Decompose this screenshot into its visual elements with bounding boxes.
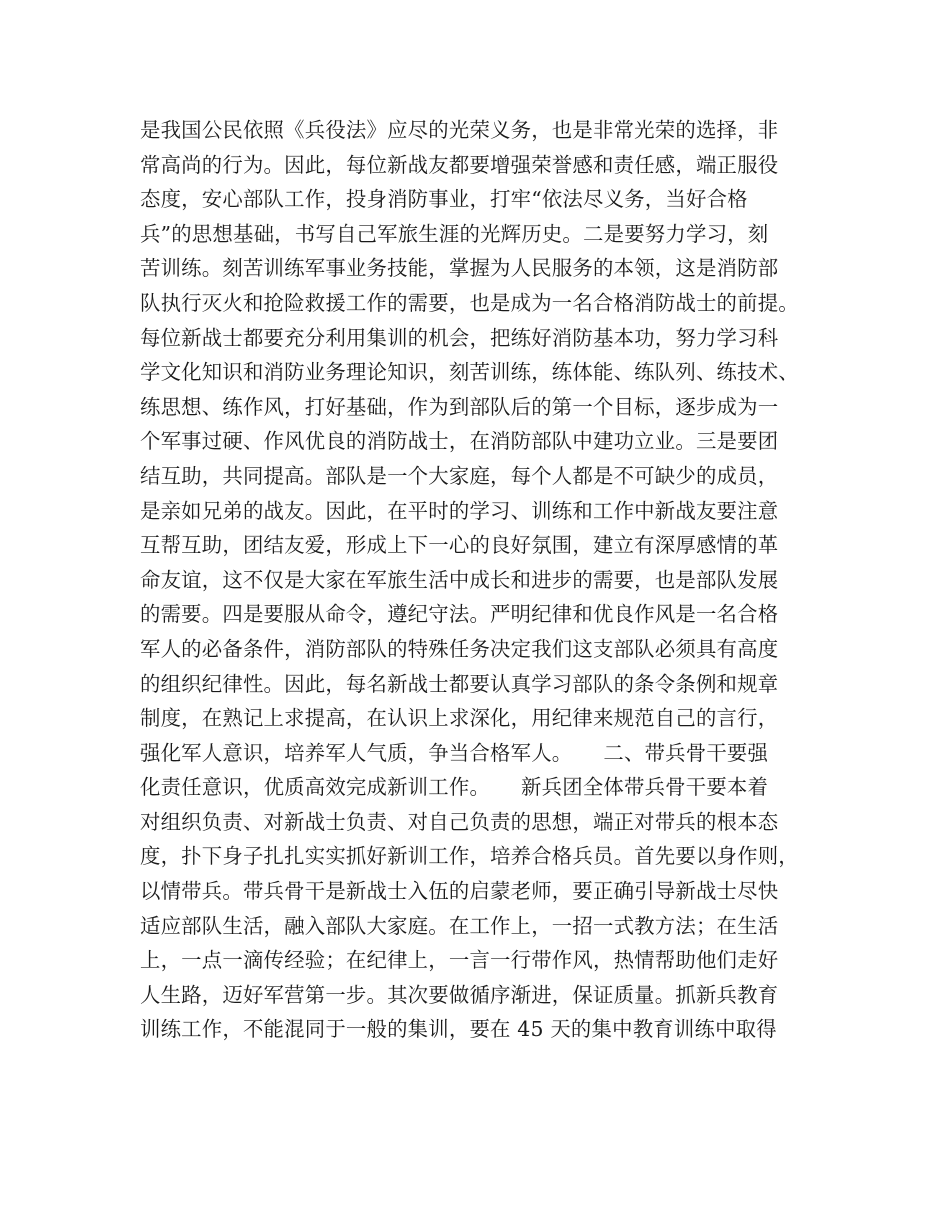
text-line: 度，扑下身子扎扎实实抓好新训工作，培养合格兵员。首先要以身作则， xyxy=(140,844,799,869)
text-line: 对组织负责、对新战士负责、对自己负责的思想，端正对带兵的根本态 xyxy=(140,809,779,834)
text-line: 互帮互助，团结友爱，形成上下一心的良好氛围，建立有深厚感情的革 xyxy=(140,533,779,558)
text-line: 命友谊，这不仅是大家在军旅生活中成长和进步的需要，也是部队发展 xyxy=(140,567,779,592)
text-line: 结互助，共同提高。部队是一个大家庭，每个人都是不可缺少的成员， xyxy=(140,463,779,488)
text-line: 训练工作，不能混同于一般的集训，要在 45 天的集中教育训练中取得 xyxy=(140,1017,777,1042)
text-line: 是亲如兄弟的战友。因此，在平时的学习、训练和工作中新战友要注意 xyxy=(140,498,779,523)
text-line: 上，一点一滴传经验；在纪律上，一言一行带作风，热情帮助他们走好 xyxy=(140,948,779,973)
text-line: 个军事过硬、作风优良的消防战士，在消防部队中建功立业。三是要团 xyxy=(140,429,779,454)
text-line: 制度，在熟记上求提高，在认识上求深化，用纪律来规范自己的言行， xyxy=(140,706,779,731)
text-line: 军人的必备条件，消防部队的特殊任务决定我们这支部队必须具有高度 xyxy=(140,636,779,661)
text-line: 苦训练。刻苦训练军事业务技能，掌握为人民服务的本领，这是消防部 xyxy=(140,256,779,281)
text-line: 人生路，迈好军营第一步。其次要做循序渐进，保证质量。抓新兵教育 xyxy=(140,982,779,1007)
text-line: 的组织纪律性。因此，每名新战士都要认真学习部队的条令条例和规章 xyxy=(140,671,779,696)
body-text xyxy=(140,113,830,1047)
text-line: 每位新战士都要充分利用集训的机会，把练好消防基本功，努力学习科 xyxy=(140,325,779,350)
text-line: 强化军人意识，培养军人气质，争当合格军人。 二、带兵骨干要强 xyxy=(140,740,769,765)
text-line: 是我国公民依照《兵役法》应尽的光荣义务，也是非常光荣的选择，非 xyxy=(140,118,779,142)
text-line: 兵”的思想基础，书写自己军旅生涯的光辉历史。二是要努力学习，刻 xyxy=(140,221,769,246)
text-line: 练思想、练作风，打好基础，作为到部队后的第一个目标，逐步成为一 xyxy=(140,394,779,419)
text-line: 的需要。四是要服从命令，遵纪守法。严明纪律和优良作风是一名合格 xyxy=(140,602,779,627)
text-line: 常高尚的行为。因此，每位新战友都要增强荣誉感和责任感，端正服役 xyxy=(140,152,779,177)
text-line: 适应部队生活，融入部队大家庭。在工作上，一招一式教方法；在生活 xyxy=(140,913,779,938)
text-line: 队执行灭火和抢险救援工作的需要，也是成为一名合格消防战士的前提。 xyxy=(140,290,799,315)
text-line: 以情带兵。带兵骨干是新战士入伍的启蒙老师，要正确引导新战士尽快 xyxy=(140,879,779,904)
text-line: 态度，安心部队工作，投身消防事业，打牢“依法尽义务，当好合格 xyxy=(140,187,748,212)
text-line: 化责任意识，优质高效完成新训工作。 新兵团全体带兵骨干要本着 xyxy=(140,775,769,800)
text-line: 学文化知识和消防业务理论知识，刻苦训练，练体能、练队列、练技术、 xyxy=(140,360,799,385)
